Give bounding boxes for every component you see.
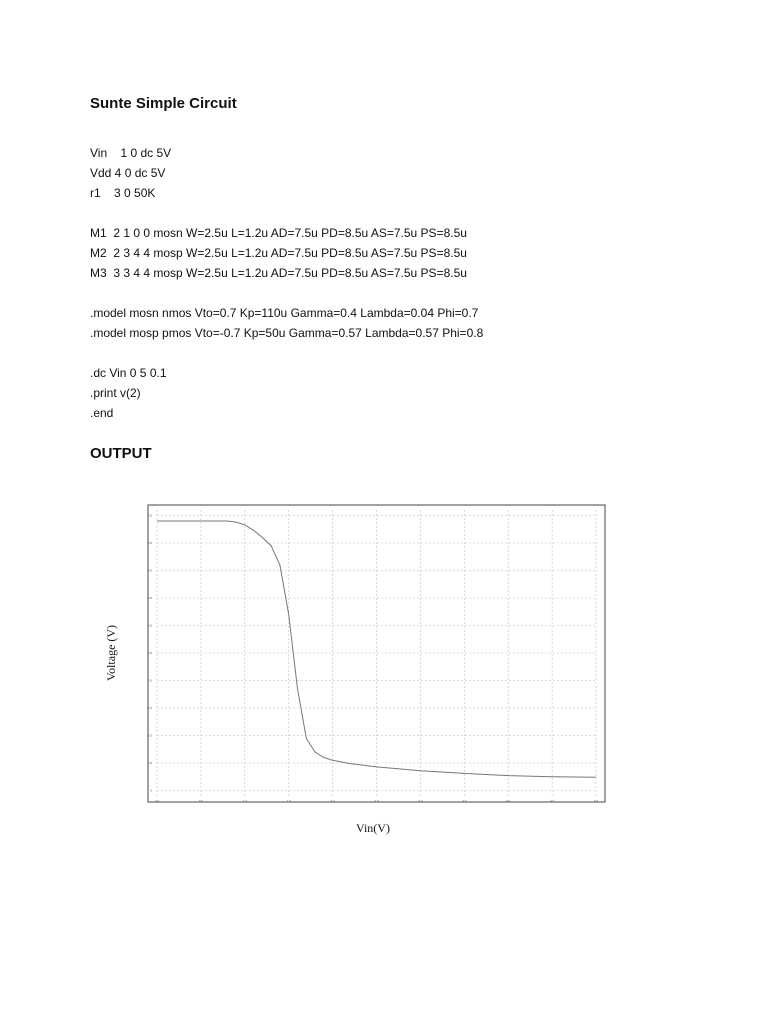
x-tick-label: 2.0 <box>330 799 335 803</box>
netlist-line: .dc Vin 0 5 0.1 <box>90 366 167 380</box>
netlist-line: .model mosn nmos Vto=0.7 Kp=110u Gamma=0.4 Lambda=0.04 Phi=0.7 <box>90 306 479 320</box>
y-tick-label: 2.5 <box>147 651 152 655</box>
netlist-mosfets <box>90 223 467 283</box>
x-tick-label: 3.0 <box>418 799 423 803</box>
netlist-line: M1 2 1 0 0 mosn W=2.5u L=1.2u AD=7.5u PD=8.5u AS=7.5u PS=8.5u <box>90 226 467 240</box>
netlist-line: M2 2 3 4 4 mosp W=2.5u L=1.2u AD=7.5u PD=8.5u AS=7.5u PS=8.5u <box>90 246 467 260</box>
netlist-line: .end <box>90 406 114 420</box>
output-heading: OUTPUT <box>90 445 152 462</box>
plot-frame <box>148 505 605 802</box>
netlist-line: M3 3 3 4 4 mosp W=2.5u L=1.2u AD=7.5u PD=8.5u AS=7.5u PS=8.5u <box>90 266 467 280</box>
y-tick-label: 3.5 <box>147 596 152 600</box>
netlist-line: Vin 1 0 dc 5V <box>90 146 172 160</box>
x-tick-label: 4.0 <box>506 799 511 803</box>
netlist-models <box>90 303 483 343</box>
y-tick-label: 1.0 <box>147 733 152 738</box>
netlist-analysis <box>90 363 167 423</box>
netlist-sources <box>90 143 171 203</box>
voltage-transfer-chart <box>100 490 620 840</box>
x-tick-label: 2.5 <box>374 799 379 803</box>
x-tick-label: 0.0 <box>154 799 160 803</box>
y-tick-label: 0 <box>150 788 152 793</box>
document-title: Sunte Simple Circuit <box>90 95 237 112</box>
y-tick-label: 1.5 <box>147 706 152 710</box>
y-axis-label: Voltage (V) <box>104 624 118 682</box>
y-tick-label: 4.0 <box>147 568 152 573</box>
y-tick-label: 4.5 <box>147 541 152 545</box>
x-tick-label: 4.5 <box>550 799 555 803</box>
netlist-line: Vdd 4 0 dc 5V <box>90 166 166 180</box>
x-tick-label: 1.0 <box>242 799 247 803</box>
netlist-line: .model mosp pmos Vto=-0.7 Kp=50u Gamma=0.57 Lambda=0.57 Phi=0.8 <box>90 326 484 340</box>
x-axis-label: Vin(V) <box>356 821 390 835</box>
x-tick-label: 1.5 <box>286 799 291 803</box>
x-tick-label: 5.0 <box>593 799 599 803</box>
x-tick-label: 0.5 <box>198 799 203 803</box>
y-tick-label: 5.0 <box>147 513 152 518</box>
y-tick-label: 3.0 <box>147 623 152 628</box>
x-tick-label: 3.5 <box>462 799 467 803</box>
y-tick-label: 2.0 <box>147 678 152 683</box>
netlist-line: .print v(2) <box>90 386 141 400</box>
y-tick-label: 0.5 <box>147 761 152 765</box>
netlist-line: r1 3 0 50K <box>90 186 156 200</box>
